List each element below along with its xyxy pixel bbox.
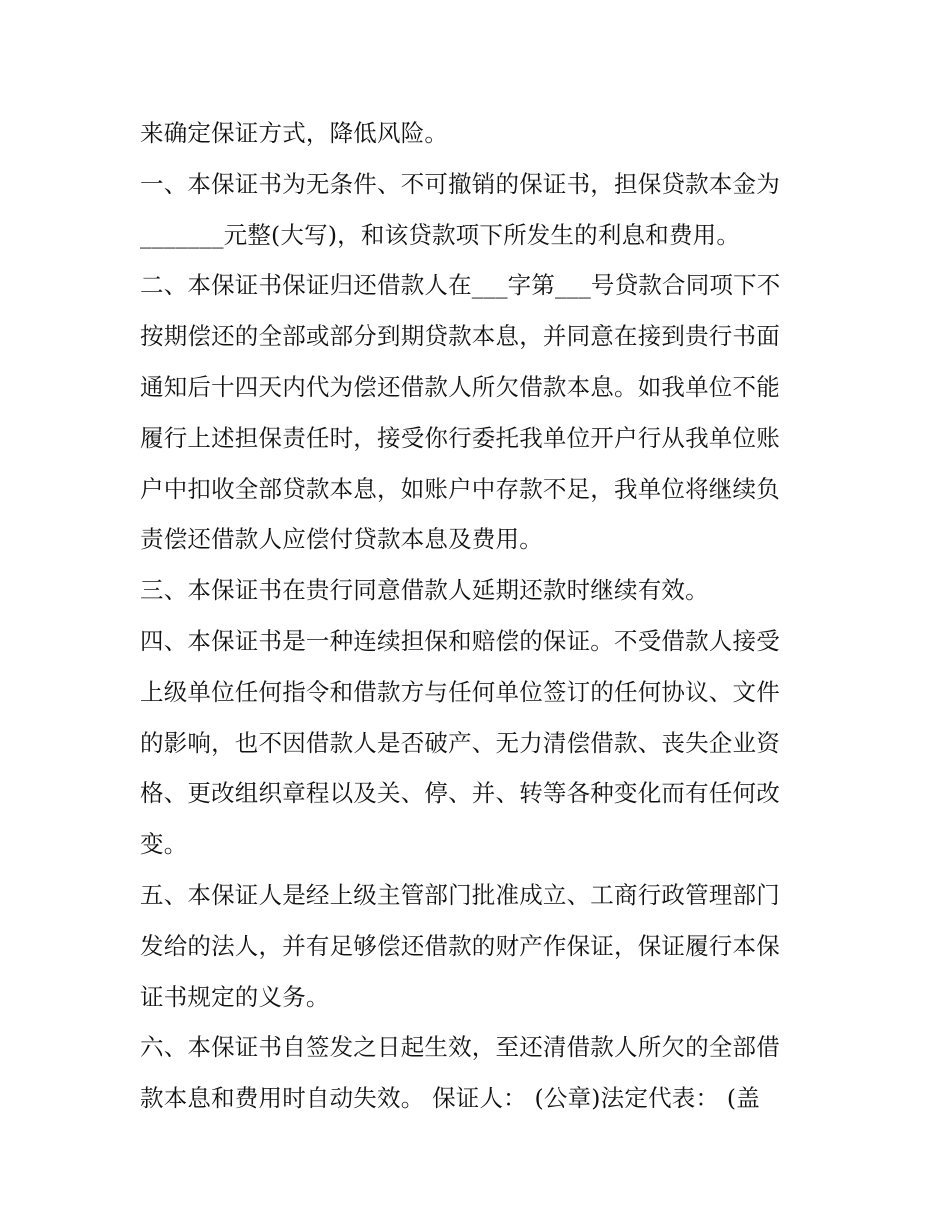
text-line: 变。 (140, 830, 188, 859)
text-line: 的影响，也不因借款人是否破产、无力清偿借款、丧失企业资 (140, 728, 780, 757)
text-line: 格、更改组织章程以及关、停、并、转等各种变化而有任何改 (140, 779, 780, 808)
text-line: 通知后十四天内代为偿还借款人所欠借款本息。如我单位不能 (140, 372, 780, 401)
text-line: 四、本保证书是一种连续担保和赔偿的保证。不受借款人接受 (140, 626, 780, 655)
text-line: 六、本保证书自签发之日起生效，至还清借款人所欠的全部借 (140, 1033, 780, 1062)
document-body (140, 108, 820, 1124)
text-line: 履行上述担保责任时，接受你行委托我单位开户行从我单位账 (140, 423, 780, 452)
text-line: 证书规定的义务。 (140, 982, 330, 1011)
text-line: 二、本保证书保证归还借款人在___字第___号贷款合同项下不 (140, 271, 781, 300)
text-line: 按期偿还的全部或部分到期贷款本息，并同意在接到贵行书面 (140, 322, 780, 351)
text-line: 上级单位任何指令和借款方与任何单位签订的任何协议、文件 (140, 677, 780, 706)
text-line: 款本息和费用时自动失效。 保证人： (公章)法定代表： (盖 (140, 1084, 760, 1113)
text-line: 三、本保证书在贵行同意借款人延期还款时继续有效。 (140, 576, 709, 605)
text-line: 户中扣收全部贷款本息，如账户中存款不足，我单位将继续负 (140, 474, 780, 503)
text-line: 一、本保证书为无条件、不可撤销的保证书，担保贷款本金为 (140, 169, 780, 198)
text-line: 发给的法人，并有足够偿还借款的财产作保证，保证履行本保 (140, 931, 780, 960)
text-line: _______元整(大写)，和该贷款项下所发生的利息和费用。 (140, 220, 741, 249)
text-line: 来确定保证方式，降低风险。 (140, 119, 449, 147)
text-line: 五、本保证人是经上级主管部门批准成立、工商行政管理部门 (140, 880, 780, 909)
text-line: 责偿还借款人应偿付贷款本息及费用。 (140, 525, 543, 554)
